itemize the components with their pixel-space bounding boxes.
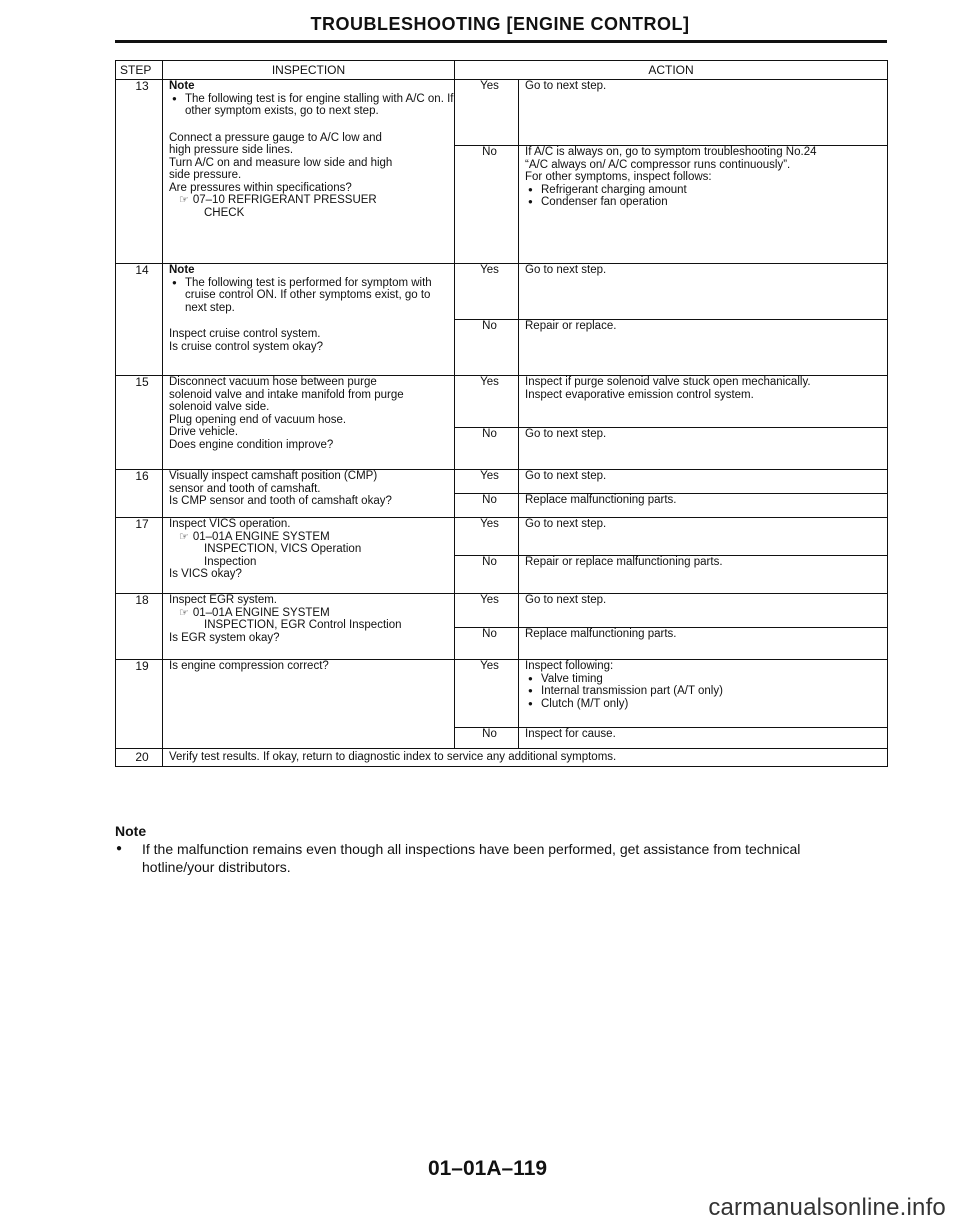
reference-text: 01–01A ENGINE SYSTEM [192, 530, 330, 543]
action-no: Replace malfunctioning parts. [519, 494, 888, 518]
action-line: “A/C always on/ A/C compressor runs continuously”. [525, 158, 791, 171]
answer-yes: Yes [455, 594, 519, 628]
action-yes: Go to next step. [519, 80, 888, 146]
action-bullet: ● Refrigerant charging amount [525, 184, 887, 197]
inspection-cell [163, 80, 455, 264]
action-no [519, 146, 888, 264]
reference-arrow-icon: ☞ [179, 194, 189, 206]
inspection-cell: Is engine compression correct? [163, 660, 455, 749]
note-title: Note [115, 823, 147, 839]
reference-text: 01–01A ENGINE SYSTEM [192, 606, 330, 619]
reference [169, 531, 454, 544]
inspection-cell [163, 518, 455, 594]
inspection-line: Is EGR system okay? [169, 631, 280, 644]
reference-text: 07–10 REFRIGERANT PRESSUER [192, 194, 377, 206]
step-number: 20 [116, 749, 163, 767]
reference-text-cont: CHECK [204, 206, 245, 219]
troubleshooting-table [115, 60, 888, 767]
reference-text-cont: INSPECTION, EGR Control Inspection [204, 619, 402, 631]
inspection-line: Visually inspect camshaft position (CMP) [169, 470, 378, 482]
note-bullet: ● If the malfunction remains even though all inspections have been performed, get assistance from technical hotline/your distributors. [115, 840, 855, 876]
action-no: Repair or replace. [519, 320, 888, 376]
inspection-line: Disconnect vacuum hose between purge [169, 376, 377, 388]
inspection-line: Inspect EGR system. [169, 594, 278, 606]
answer-no: No [455, 428, 519, 470]
inspection-line: Does engine condition improve? [169, 438, 334, 451]
action-line: If A/C is always on, go to symptom troubleshooting No.24 [525, 146, 817, 158]
action-yes [519, 376, 888, 428]
inspection-line: Turn A/C on and measure low side and high [169, 156, 393, 169]
action-line: Inspect following: [525, 660, 614, 672]
table-row [116, 80, 888, 146]
page-number: 01–01A–119 [427, 1157, 548, 1180]
inspection-line: Plug opening end of vacuum hose. [169, 413, 347, 426]
answer-yes: Yes [455, 518, 519, 556]
step-number: 18 [116, 594, 163, 660]
action-yes: Go to next step. [519, 518, 888, 556]
table-row [116, 470, 888, 494]
inspection-line: Is cruise control system okay? [169, 340, 324, 353]
note-title: Note [169, 80, 195, 92]
inspection-line: solenoid valve and intake manifold from purge [169, 388, 404, 401]
step-number: 13 [116, 80, 163, 264]
final-step-text: Verify test results. If okay, return to diagnostic index to service any additional symptoms. [163, 749, 888, 767]
inspection-line: high pressure side lines. [169, 144, 294, 156]
answer-yes: Yes [455, 80, 519, 146]
table-row [116, 594, 888, 628]
action-yes: Go to next step. [519, 264, 888, 320]
inspection-cell [163, 470, 455, 518]
note-title: Note [169, 264, 195, 276]
inspection-line: Is VICS okay? [169, 568, 242, 580]
action-yes: Go to next step. [519, 470, 888, 494]
col-header-action: ACTION [455, 61, 888, 80]
action-bullet: ● Clutch (M/T only) [525, 698, 887, 711]
note-bullet: ● The following test is performed for symptom with cruise control ON. If other symptoms exist, go to next step. [169, 277, 454, 315]
reference-arrow-icon: ☞ [179, 606, 189, 619]
inspection-line: Drive vehicle. [169, 426, 239, 438]
table-header-row [116, 61, 888, 80]
answer-yes: Yes [455, 376, 519, 428]
action-bullet: ● Internal transmission part (A/T only) [525, 685, 887, 698]
header-rule [115, 40, 887, 43]
action-line: Inspect evaporative emission control system. [525, 388, 754, 401]
table-row [116, 518, 888, 556]
table-row [116, 264, 888, 320]
inspection-cell [163, 376, 455, 470]
watermark: carmanualsonline.info [708, 1194, 946, 1221]
action-no: Inspect for cause. [519, 728, 888, 749]
inspection-line: Inspect VICS operation. [169, 518, 291, 530]
answer-yes: Yes [455, 470, 519, 494]
answer-yes: Yes [455, 660, 519, 728]
inspection-line: sensor and tooth of camshaft. [169, 482, 321, 495]
reference-arrow-icon: ☞ [179, 530, 189, 543]
answer-no: No [455, 628, 519, 660]
step-number: 14 [116, 264, 163, 376]
action-no: Replace malfunctioning parts. [519, 628, 888, 660]
action-yes [519, 660, 888, 728]
answer-no: No [455, 728, 519, 749]
action-no: Go to next step. [519, 428, 888, 470]
table-row [116, 660, 888, 728]
inspection-cell [163, 264, 455, 376]
action-yes: Go to next step. [519, 594, 888, 628]
action-line: For other symptoms, inspect follows: [525, 171, 712, 183]
note-bullet: ● The following test is for engine stalling with A/C on. If other symptom exists, go to next step. [169, 93, 454, 118]
answer-yes: Yes [455, 264, 519, 320]
col-header-step: STEP [116, 61, 163, 80]
table-row [116, 749, 888, 767]
answer-no: No [455, 494, 519, 518]
inspection-line: solenoid valve side. [169, 401, 270, 413]
footer-note [115, 822, 855, 876]
reference [169, 607, 454, 620]
reference-text-cont: INSPECTION, VICS Operation [204, 543, 362, 555]
answer-no: No [455, 556, 519, 594]
answer-no: No [455, 146, 519, 264]
step-number: 19 [116, 660, 163, 749]
reference [169, 194, 454, 207]
action-line: Inspect if purge solenoid valve stuck open mechanically. [525, 376, 811, 388]
action-bullet: ● Condenser fan operation [525, 196, 887, 209]
inspection-line: Inspect cruise control system. [169, 328, 321, 340]
step-number: 16 [116, 470, 163, 518]
inspection-line: Connect a pressure gauge to A/C low and [169, 131, 382, 144]
page-header-title: TROUBLESHOOTING [ENGINE CONTROL] [310, 14, 690, 34]
col-header-inspection: INSPECTION [163, 61, 455, 80]
inspection-cell [163, 594, 455, 660]
inspection-line: side pressure. [169, 169, 242, 181]
reference-text-cont: Inspection [204, 555, 257, 568]
step-number: 15 [116, 376, 163, 470]
step-number: 17 [116, 518, 163, 594]
answer-no: No [455, 320, 519, 376]
action-no: Repair or replace malfunctioning parts. [519, 556, 888, 594]
inspection-line: Is CMP sensor and tooth of camshaft okay? [169, 495, 392, 507]
inspection-line: Are pressures within specifications? [169, 181, 352, 194]
action-bullet: ● Valve timing [525, 673, 887, 686]
table-row [116, 376, 888, 428]
